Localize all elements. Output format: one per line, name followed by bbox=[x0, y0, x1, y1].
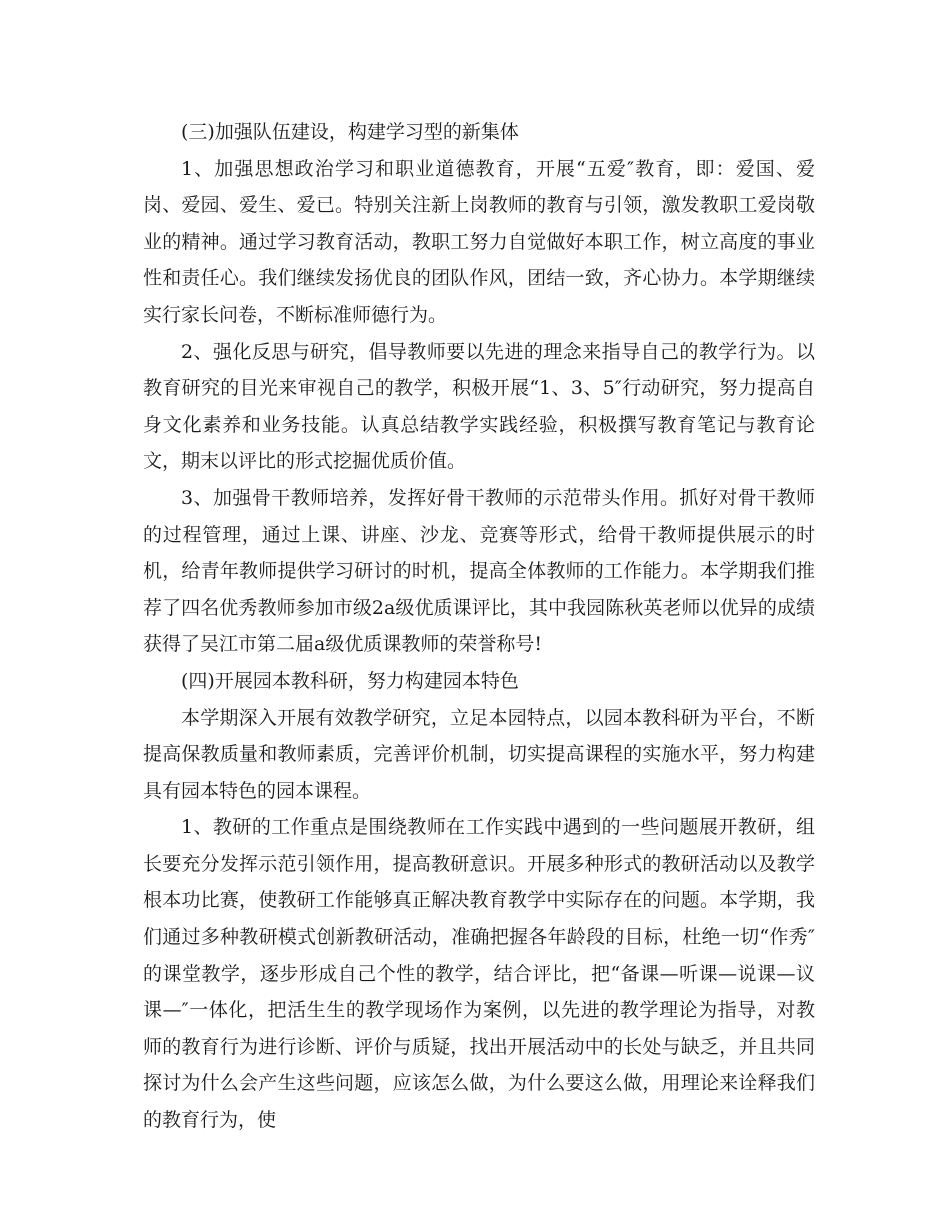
paragraph-political-study: 1、加强思想政治学习和职业道德教育，开展“五爱″教育，即：爱国、爱岗、爱园、爱生、爱已。特别关注新上岗教师的教育与引领，激发教职工爱岗敬业的精神。通过学习教育活动，教职工努力自觉做好本职工作，树立高度的事业性和责任心。我们继续发扬优良的团队作风，团结一致，齐心协力。本学期继续实行家长问卷，不断标准师德行为。 bbox=[143, 157, 815, 326]
paragraph-reflection-research: 2、强化反思与研究，倡导教师要以先进的理念来指导自己的教学行为。以教育研究的目光来审视自己的教学，积极开展“1、3、5″行动研究，努力提高自身文化素养和业务技能。认真总结教学实践经验，积极撰写教育笔记与教育论文，期末以评比的形式挖掘优质价值。 bbox=[143, 340, 815, 473]
document-body bbox=[143, 114, 815, 1139]
paragraph-effective-teaching: 本学期深入开展有效教学研究，立足本园特点，以园本教科研为平台，不断提高保教质量和教师素质，完善评价机制，切实提高课程的实施水平，努力构建具有园本特色的园本课程。 bbox=[143, 706, 815, 802]
paragraph-teaching-research-focus: 1、教研的工作重点是围绕教师在工作实践中遇到的一些问题展开教研，组长要充分发挥示范引领作用，提高教研意识。开展多种形式的教研活动以及教学根本功比赛，使教研工作能够真正解决教育教学中实际存在的问题。本学期，我们通过多种教研模式创新教研活动，准确把握各年龄段的目标，杜绝一切“作秀″的课堂教学，逐步形成自己个性的教学，结合评比，把“备课—听课—说课—议课—″一体化，把活生生的教学现场作为案例，以先进的教学理论为指导，对教师的教育行为进行诊断、评价与质疑，找出开展活动中的长处与缺乏，并且共同探讨为什么会产生这些问题，应该怎么做，为什么要这么做，用理论来诠释我们的教育行为，使 bbox=[143, 816, 815, 1132]
paragraph-backbone-teachers: 3、加强骨干教师培养，发挥好骨干教师的示范带头作用。抓好对骨干教师的过程管理，通过上课、讲座、沙龙、竞赛等形式，给骨干教师提供展示的时机，给青年教师提供学习研讨的时机，提高全体教师的工作能力。本学期我们推荐了四名优秀教师参加市级2a级优质课评比，其中我园陈秋英老师以优异的成绩获得了吴江市第二届a级优质课教师的荣誉称号! bbox=[143, 486, 815, 656]
section-heading-school-research: (四)开展园本教科研，努力构建园本特色 bbox=[181, 669, 519, 692]
section-heading-team-building: (三)加强队伍建设，构建学习型的新集体 bbox=[181, 121, 519, 143]
